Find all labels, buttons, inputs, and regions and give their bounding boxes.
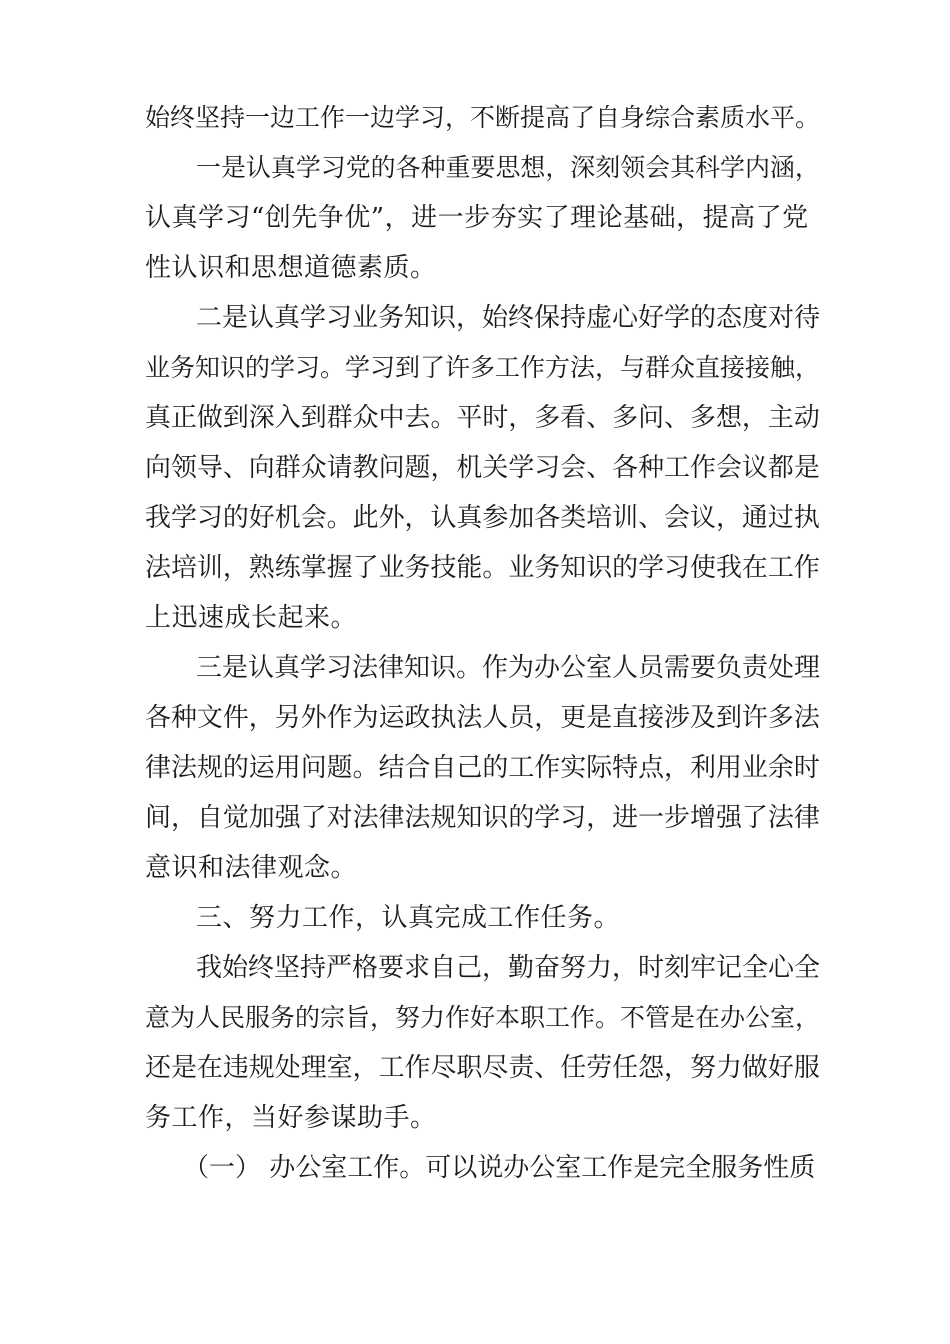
text-line-18: 我始终坚持严格要求自己，勤奋努力，时刻牢记全心全 (196, 953, 821, 983)
text-line-10: 法培训，熟练掌握了业务技能。业务知识的学习使我在工作 (145, 553, 820, 583)
text-line-4: 性认识和思想道德素质。 (145, 253, 437, 283)
text-line-15: 间，自觉加强了对法律法规知识的学习，进一步增强了法律 (145, 803, 820, 833)
subsection-line: （一） 办公室工作。可以说办公室工作是完全服务性质 (183, 1153, 816, 1183)
text-line-2: 一是认真学习党的各种重要思想，深刻领会其科学内涵， (196, 153, 820, 182)
text-line-14: 律法规的运用问题。结合自己的工作实际特点，利用业余时 (145, 753, 820, 783)
text-line-13: 各种文件，另外作为运政执法人员，更是直接涉及到许多法 (145, 703, 820, 733)
text-line-11: 上迅速成长起来。 (145, 603, 358, 633)
text-line-3: 认真学习“创先争优”，进一步夯实了理论基础，提高了党 (145, 203, 809, 233)
text-line-8: 向领导、向群众请教问题，机关学习会、各种工作会议都是 (145, 453, 820, 483)
text-line-7: 真正做到深入到群众中去。平时，多看、多问、多想，主动 (145, 403, 820, 433)
text-line-9: 我学习的好机会。此外，认真参加各类培训、会议，通过执 (145, 503, 820, 533)
text-line-12: 三是认真学习法律知识。作为办公室人员需要负责处理 (196, 653, 821, 683)
text-line-1: 始终坚持一边工作一边学习，不断提高了自身综合素质水平。 (145, 103, 821, 132)
text-line-5: 二是认真学习业务知识，始终保持虚心好学的态度对待 (196, 303, 821, 333)
section-heading: 三、努力工作，认真完成工作任务。 (196, 903, 621, 933)
text-line-21: 务工作，当好参谋助手。 (145, 1103, 437, 1133)
text-line-6: 业务知识的学习。学习到了许多工作方法，与群众直接接触， (145, 353, 821, 382)
text-line-19: 意为人民服务的宗旨，努力作好本职工作。不管是在办公室， (145, 1003, 821, 1032)
text-line-20: 还是在违规处理室，工作尽职尽责、任劳任怨，努力做好服 (145, 1053, 820, 1083)
text-line-16: 意识和法律观念。 (145, 853, 358, 883)
